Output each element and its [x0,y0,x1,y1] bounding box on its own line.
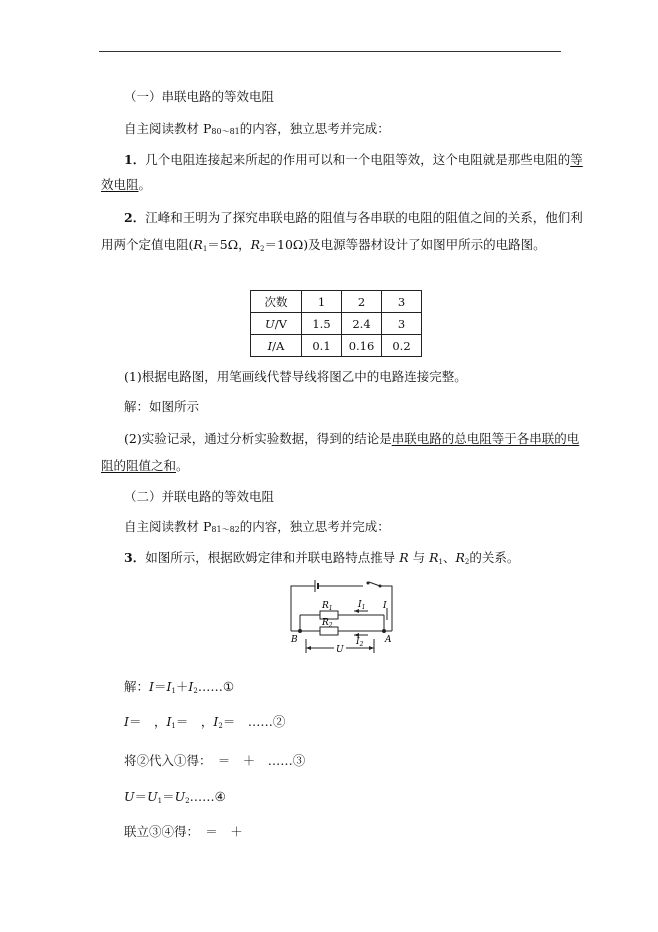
r1-label: $R_1$ [322,601,333,612]
var-r2: R [250,237,261,252]
table-cell: 2 [342,291,382,313]
table-cell [251,313,302,335]
table-row [251,335,422,357]
question-text: )及电源等器材设计了如图甲所示的电路图。 [303,237,546,252]
section1-title: （一）串联电路的等效电阻 [124,89,275,104]
i-label: I [383,601,387,611]
question-2-part1-solution: 解：如图所示 [124,399,200,414]
i2-label: $I_2$ [356,637,364,648]
question-text: 江峰和王明为了探究串联电路的阻值与各串联的电阻的阻值之间的关系，他们利 [145,210,583,225]
solution-eq3 [124,753,305,769]
question-2-line1 [124,210,583,226]
var-u1: U [147,789,158,804]
equals: ＝ [222,714,248,729]
table-cell: 3 [382,291,422,313]
var-u2: U [174,789,186,804]
subscript: 2 [464,558,470,566]
var-i2: I [213,714,219,729]
answer-blank: 阻的阻值之和 [101,458,177,473]
question-2-part2-line1 [124,431,579,447]
node-a-dot [382,629,386,633]
section1-intro [124,121,390,140]
r1-value: ＝5Ω， [207,237,251,252]
answer-blank: 效电阻 [101,177,139,192]
question-3 [124,550,519,570]
parallel-circuit-diagram [288,578,398,664]
section2-title: （二）并联电路的等效电阻 [124,489,275,504]
question-number: 2． [124,210,146,225]
intro-text-end: 的内容，独立思考并完成： [239,121,390,136]
table-cell: 3 [382,313,422,335]
subscript: 1 [438,558,443,566]
switch-contact [367,582,370,585]
solution-lead: 解： [124,679,150,694]
table-cell: 0.16 [342,335,382,357]
question-text: 用两个定值电阻( [101,237,194,252]
subscript: 1 [157,797,163,805]
unit: /V [274,316,287,331]
subscript: 2 [185,797,190,805]
solution-eq5: 联立③④得： ＝ ＋ [124,824,243,839]
data-table [250,290,422,357]
var-u: U [124,789,135,804]
subscript: 1 [202,245,208,253]
table-header-row [251,291,422,313]
question-1-line1 [124,152,583,168]
intro-text: 自主阅读教材 P [124,121,212,136]
equals: ＝ [134,789,148,804]
question-number: 1． [124,152,146,167]
switch-blade [369,582,380,586]
punctuation: 。 [176,458,189,473]
equals: ＝ ， [175,714,214,729]
equation-text: 将②代入①得： ＝ ＋ [124,753,268,768]
page-range: 81～82 [211,525,240,534]
var-r: R [399,550,409,565]
equation-tag: ……③ [267,753,306,768]
table-cell: 2.4 [342,313,382,335]
subscript: 2 [218,722,223,730]
page-range: 80～81 [211,127,240,136]
r2-value: ＝10Ω [264,237,304,252]
punctuation: 。 [138,177,152,192]
var-i2: I [188,679,194,694]
var-r2: R [455,550,465,565]
equation-tag: ……① [197,679,235,694]
u-arrowhead-right [369,646,374,650]
r2-label: $R_2$ [322,618,333,629]
equation-tag: ……④ [189,789,226,804]
question-1-line2 [101,177,151,193]
table-row [251,313,422,335]
var-i: I [124,714,129,729]
question-text: (2)实验记录，通过分析实验数据，得到的结论是 [124,431,392,446]
equals: ＝ ， [128,714,167,729]
var-u: U [265,316,275,331]
question-text: 与 [408,550,430,565]
table-cell: 次数 [251,291,302,313]
question-text: 的关系。 [469,550,520,565]
var-i: I [149,679,154,694]
punctuation: 、 [442,550,456,565]
solution-eq2 [124,714,285,734]
node-a-label: A [385,635,392,645]
question-2-line2 [101,237,546,257]
question-2-part1: (1)根据电路图，用笔画线代替导线将图乙中的电路连接完整。 [124,369,467,384]
question-text: 几个电阻连接起来所起的作用可以和一个电阻等效，这个电阻就是那些电阻的 [145,152,571,167]
var-i1: I [166,679,172,694]
node-b-dot [298,629,302,633]
question-2-part2-line2 [101,458,189,474]
equation-tag: ……② [247,714,286,729]
var-i: I [267,338,273,353]
answer-blank: 串联电路的总电阻等于各串联的电 [391,431,580,446]
intro-text-end: 的内容，独立思考并完成： [239,519,390,534]
var-r1: R [193,237,203,252]
table-cell: 0.2 [382,335,422,357]
subscript: 1 [171,687,176,695]
plus: ＋ [175,679,189,694]
table-cell: 1 [302,291,342,313]
equals: ＝ [153,679,167,694]
question-number: 3． [124,550,146,565]
equals: ＝ [162,789,175,804]
answer-blank: 等 [570,152,583,167]
header-rule [99,51,561,52]
var-r1: R [429,550,439,565]
table-cell: 1.5 [302,313,342,335]
solution-eq4 [124,789,226,809]
node-b-label: B [291,635,298,645]
switch-contact [379,585,382,588]
subscript: 1 [171,722,176,730]
var-i1: I [166,714,172,729]
question-text: 如图所示，根据欧姆定律和并联电路特点推导 [145,550,400,565]
subscript: 2 [260,245,265,253]
table-cell: 0.1 [302,335,342,357]
unit: /A [272,338,285,353]
u-label: U [336,645,344,655]
i1-label: $I_1$ [358,600,366,611]
solution-eq1 [124,679,234,699]
wire-top-left [291,586,315,631]
u-arrowhead-left [306,646,311,650]
table-cell [251,335,302,357]
intro-text: 自主阅读教材 P [124,519,212,534]
subscript: 2 [193,687,198,695]
section2-intro [124,519,390,538]
